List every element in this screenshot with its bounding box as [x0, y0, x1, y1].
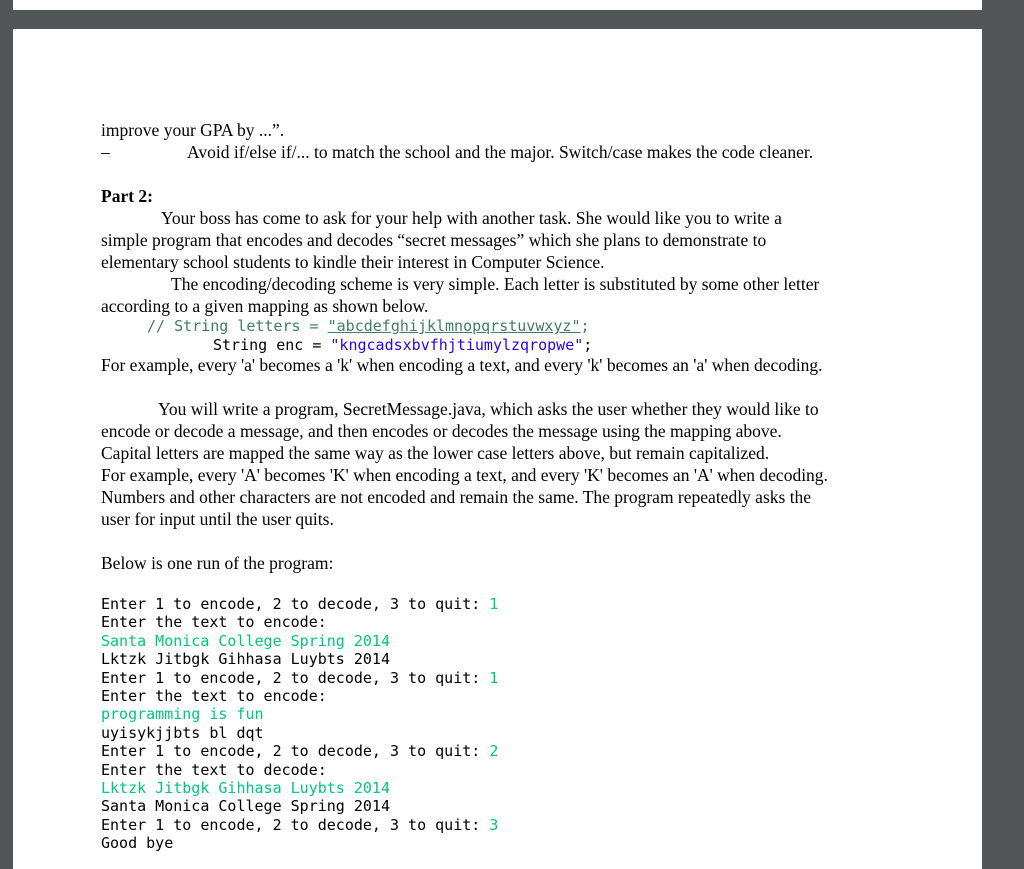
console-prompt: Enter 1 to encode, 2 to decode, 3 to quit: — [101, 815, 490, 834]
console-input: 2 — [489, 742, 499, 761]
bullet-dash: – — [101, 142, 110, 162]
code-declaration: String enc = — [213, 336, 331, 354]
section-heading: Part 2: — [101, 186, 153, 206]
console-line: Good bye — [101, 834, 174, 853]
previous-page-bottom — [13, 0, 982, 10]
text-line: You will write a program, SecretMessage.java, which asks the user whether they would like to — [158, 399, 819, 419]
code-comment: // String letters = — [147, 317, 328, 335]
text-line: Capital letters are mapped the same way as the lower case letters above, but remain capitalized. — [101, 443, 770, 463]
console-input: programming is fun — [101, 705, 264, 724]
text-line: For example, every 'a' becomes a 'k' when encoding a text, and every 'k' becomes an 'a' when decoding. — [101, 355, 823, 375]
code-comment-end: ; — [580, 317, 590, 335]
text-line: elementary school students to kindle their interest in Computer Science. — [101, 252, 605, 272]
console-line — [101, 742, 498, 760]
document-page — [13, 29, 982, 869]
document-body — [101, 119, 911, 574]
code-end: ; — [583, 336, 593, 354]
text-line: Numbers and other characters are not encoded and remain the same. The program repeatedly asks the — [101, 487, 812, 507]
text-line: For example, every 'A' becomes 'K' when encoding a text, and every 'K' becomes an 'A' when decoding. — [101, 465, 828, 485]
code-line-enc — [101, 336, 911, 354]
console-prompt: Enter 1 to encode, 2 to decode, 3 to quit: — [101, 742, 490, 761]
console-input: 3 — [489, 815, 499, 834]
console-line — [101, 595, 498, 613]
text-line: Your boss has come to ask for your help with another task. She would like you to write a — [161, 208, 782, 228]
console-line: Enter the text to encode: — [101, 686, 327, 705]
console-line: Enter the text to encode: — [101, 613, 327, 632]
console-line: uyisykjjbts bl dqt — [101, 723, 264, 742]
console-input: 1 — [489, 668, 499, 687]
text-line: user for input until the user quits. — [101, 509, 334, 529]
text-line: Below is one run of the program: — [101, 553, 334, 573]
console-line — [101, 816, 498, 834]
text-line: improve your GPA by ...”. — [101, 120, 285, 140]
console-line: Santa Monica College Spring 2014 — [101, 797, 390, 816]
bullet-item — [101, 141, 911, 163]
text-line: The encoding/decoding scheme is very simple. Each letter is substituted by some other letter — [171, 274, 820, 294]
code-comment-string: "abcdefghijklmnopqrstuvwxyz" — [327, 317, 581, 335]
console-input: 1 — [489, 595, 499, 613]
text-line: according to a given mapping as shown below. — [101, 296, 429, 316]
code-string: "kngcadsxbvfhjtiumylzqropwe" — [330, 336, 584, 354]
console-line: Lktzk Jitbgk Gihhasa Luybts 2014 — [101, 650, 390, 669]
code-line-comment — [101, 317, 911, 335]
console-line: Enter the text to decode: — [101, 760, 327, 779]
console-prompt: Enter 1 to encode, 2 to decode, 3 to quit: — [101, 668, 490, 687]
console-input: Lktzk Jitbgk Gihhasa Luybts 2014 — [101, 778, 390, 797]
text-line: encode or decode a message, and then encodes or decodes the message using the mapping above. — [101, 421, 782, 441]
console-input: Santa Monica College Spring 2014 — [101, 631, 390, 650]
console-prompt: Enter 1 to encode, 2 to decode, 3 to quit: — [101, 595, 490, 613]
bullet-text: Avoid if/else if/... to match the school and the major. Switch/case makes the code cleaner. — [187, 142, 814, 162]
text-line: simple program that encodes and decodes “secret messages” which she plans to demonstrate to — [101, 230, 767, 250]
console-output — [101, 595, 498, 852]
console-line — [101, 669, 498, 687]
